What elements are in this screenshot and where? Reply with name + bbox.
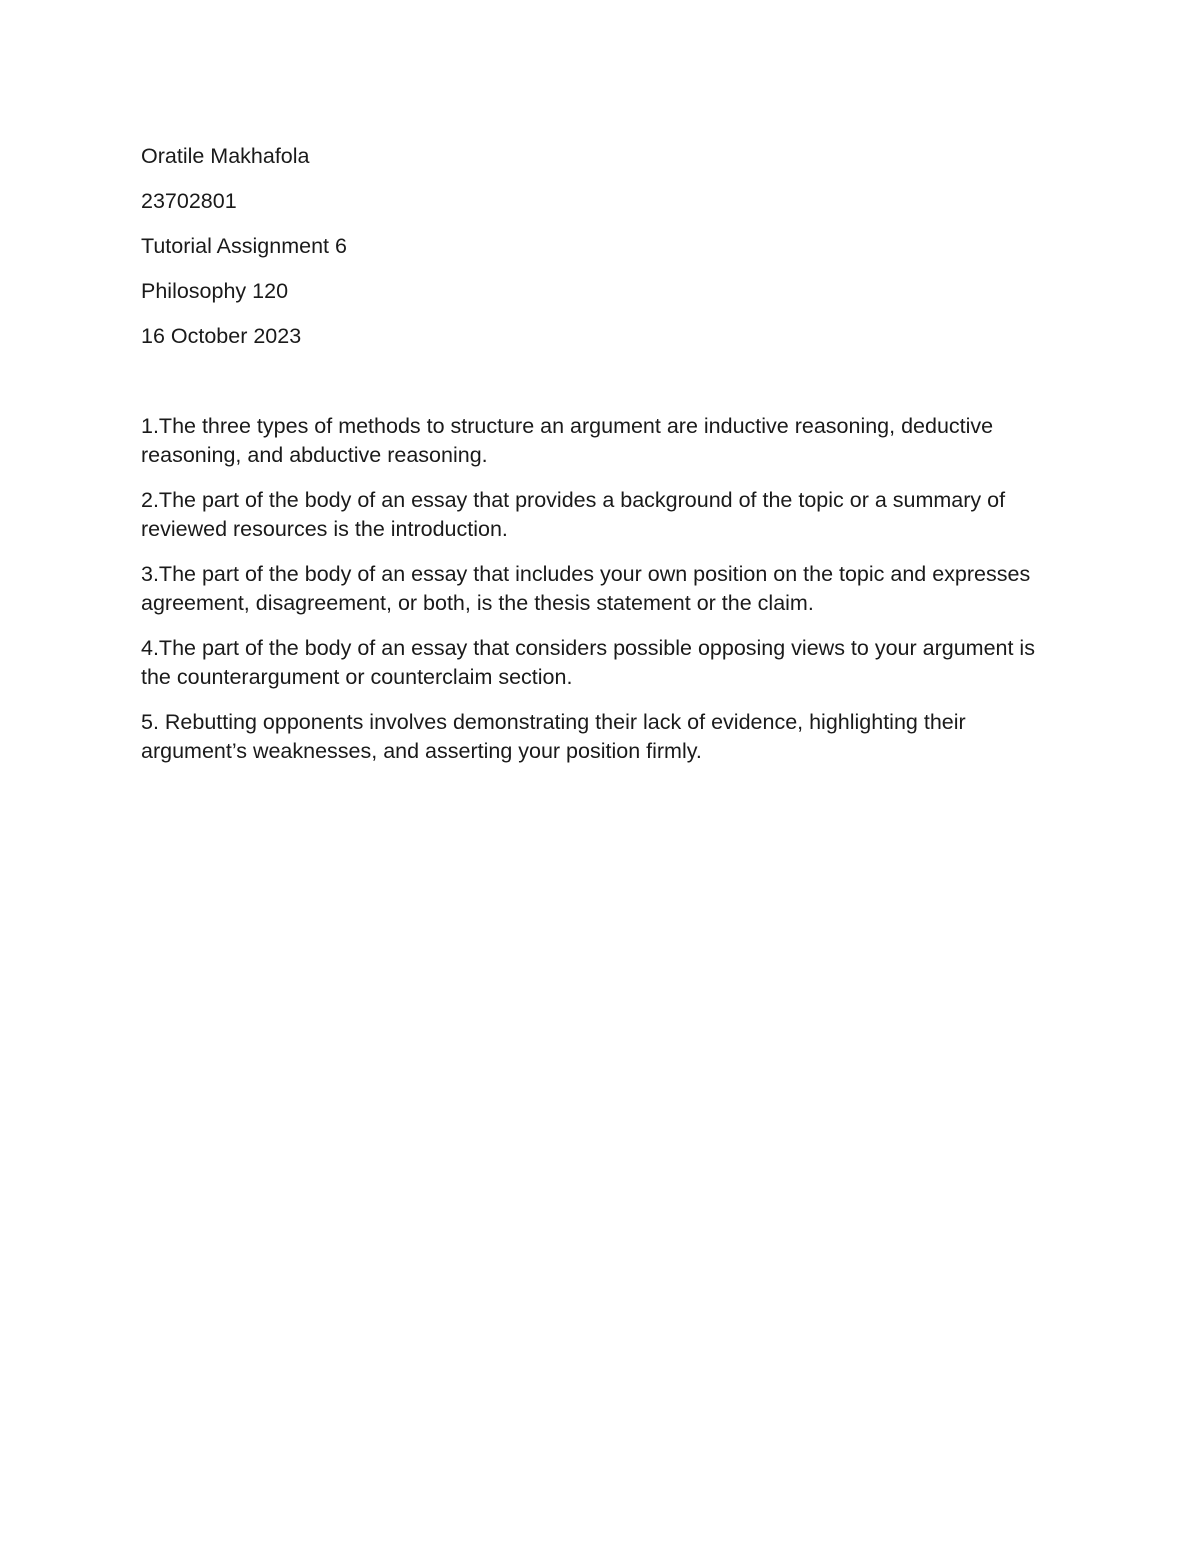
answers-section: [141, 412, 1061, 782]
submission-date: 16 October 2023: [141, 324, 302, 348]
assignment-title: Tutorial Assignment 6: [141, 234, 347, 258]
course-name: Philosophy 120: [141, 279, 289, 303]
answer-5: 5. Rebutting opponents involves demonstrating their lack of evidence, highlighting their argument’s weaknesses, and asserting your position firmly.: [141, 710, 966, 763]
student-number: 23702801: [141, 189, 237, 213]
student-name: Oratile Makhafola: [141, 144, 310, 168]
answer-2: 2.The part of the body of an essay that provides a background of the topic or a summary of reviewed resources is the introduction.: [141, 488, 1006, 541]
answer-3: 3.The part of the body of an essay that includes your own position on the topic and expresses agreement, disagreement, or both, is the thesis statement or the claim.: [141, 562, 1031, 615]
header-block: [141, 142, 1041, 367]
answer-1: 1.The three types of methods to structure an argument are inductive reasoning, deductive reasoning, and abductive reasoning.: [141, 414, 994, 467]
answer-4: 4.The part of the body of an essay that considers possible opposing views to your argument is the counterargument or counterclaim section.: [141, 636, 1035, 689]
